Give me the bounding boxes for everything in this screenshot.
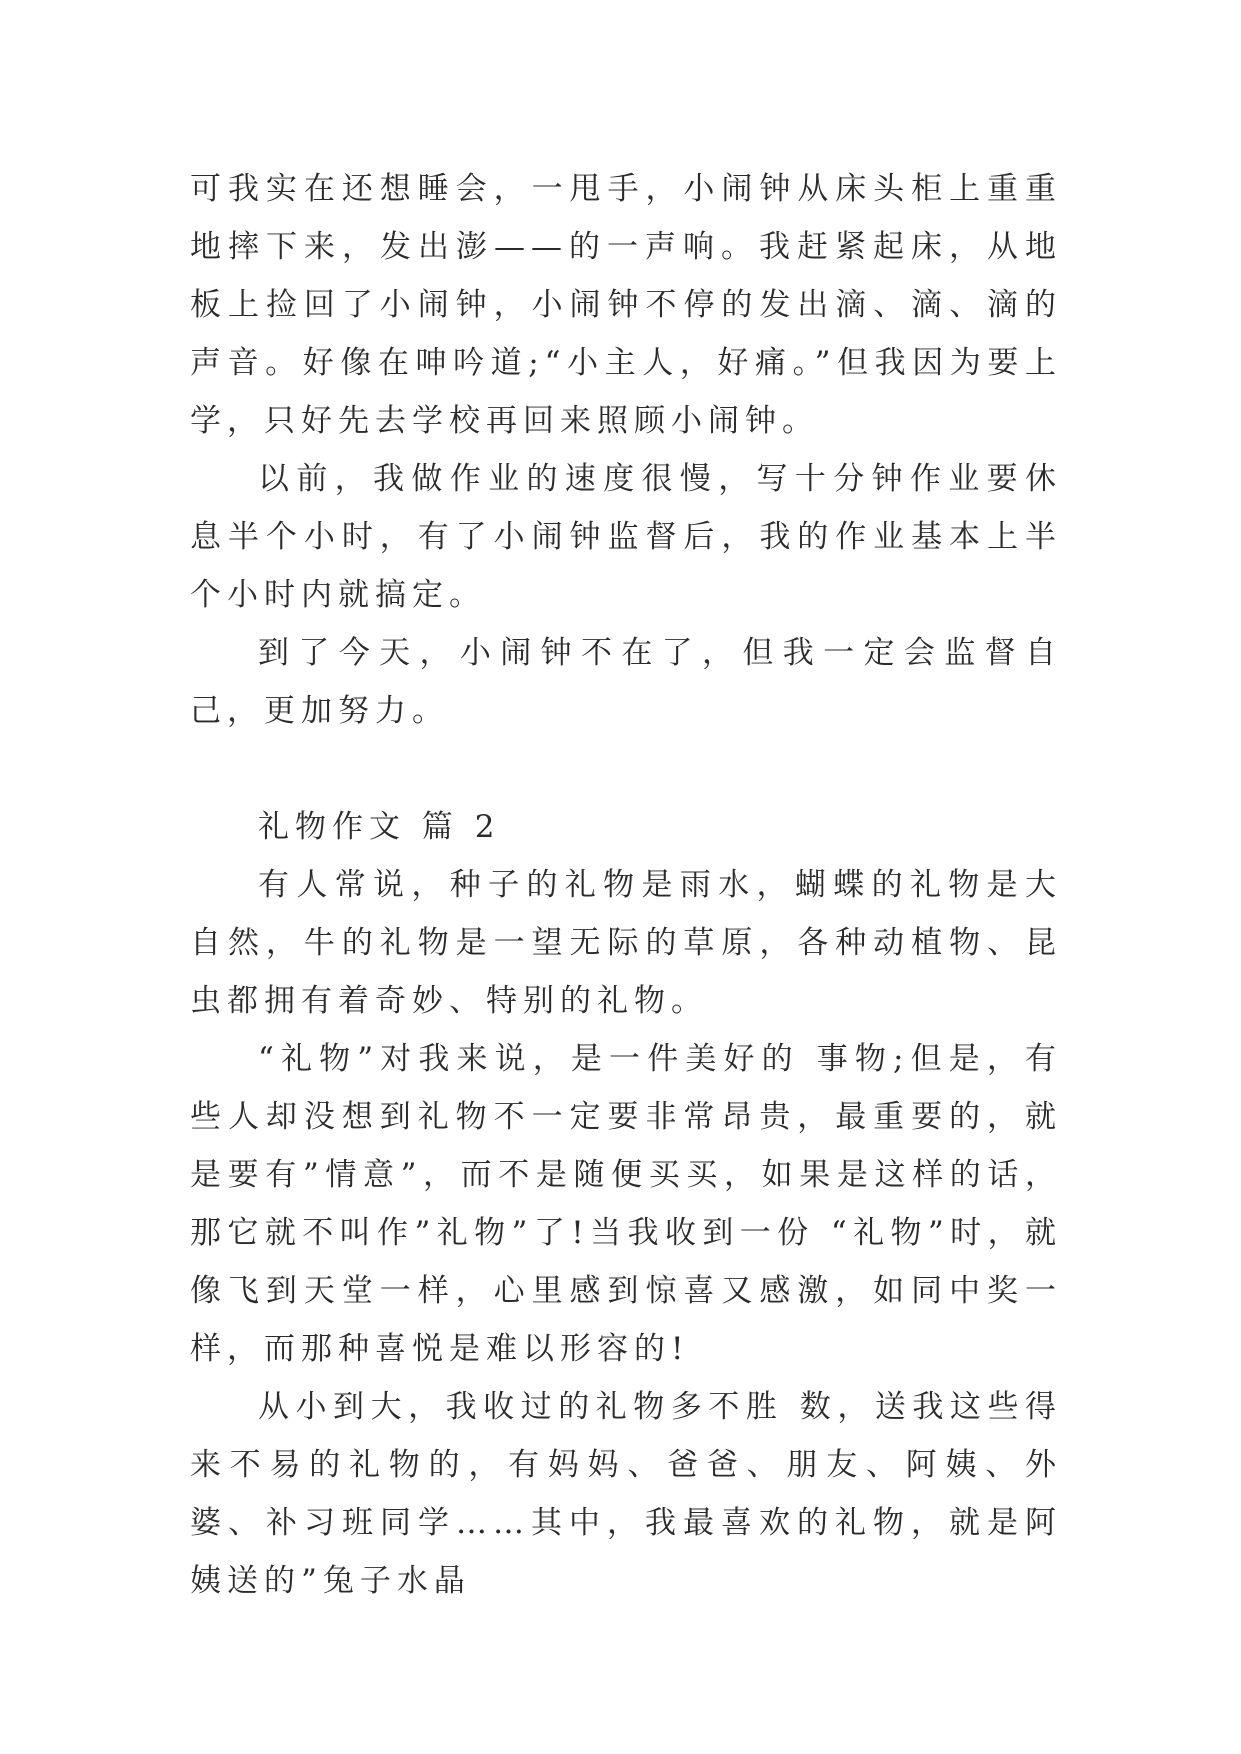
paragraph-today: 到了今天，小闹钟不在了，但我一定会监督自己，更加努力。	[190, 635, 1062, 729]
paragraph-homework: 以前，我做作业的速度很慢，写十分钟作业要休息半个小时，有了小闹钟监督后，我的作业基本上半个小时内就搞定。	[190, 461, 1062, 613]
paragraph-gifts-received: 从小到大，我收过的礼物多不胜 数，送我这些得来不易的礼物的，有妈妈、爸爸、朋友、阿姨、外婆、补习班同学……其中，我最喜欢的礼物，就是阿姨送的”兔子水晶	[190, 1389, 1062, 1599]
section-title: 礼物作文 篇 2	[258, 809, 501, 845]
section-spacer	[190, 740, 1062, 798]
paragraph-gift-meaning: “礼物”对我来说，是一件美好的 事物;但是，有些人却没想到礼物不一定要非常昂贵，最重要的，就是要有”情意”，而不是随便买买，如果是这样的话，那它就不叫作”礼物”了!当我收到一份 “礼物”时，就像飞到天堂一样，心里感到惊喜又感激，如同中奖一样，而那种喜悦是难以形容的!	[190, 1041, 1062, 1367]
paragraph-gifts-nature: 有人常说，种子的礼物是雨水，蝴蝶的礼物是大自然，牛的礼物是一望无际的草原，各种动植物、昆虫都拥有着奇妙、特别的礼物。	[190, 867, 1062, 1019]
document-body	[190, 160, 1062, 1610]
paragraph-alarm-fall: 可我实在还想睡会，一甩手，小闹钟从床头柜上重重地摔下来，发出澎——的一声响。我赶紧起床，从地板上捡回了小闹钟，小闹钟不停的发出滴、滴、滴的声音。好像在呻吟道;“小主人，好痛。”但我因为要上学，只好先去学校再回来照顾小闹钟。	[190, 171, 1062, 439]
